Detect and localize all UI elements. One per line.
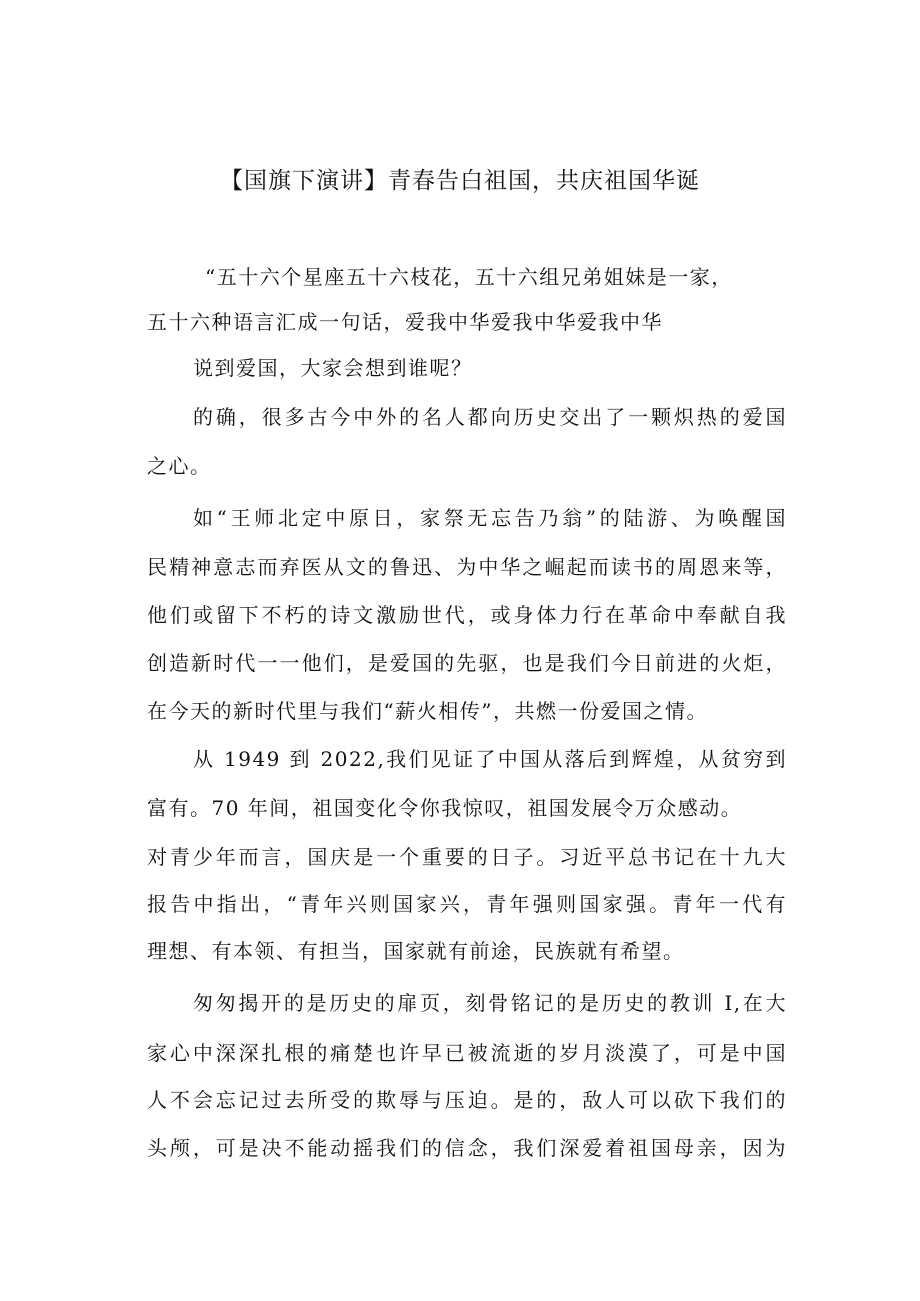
body-line: 对青少年而言，国庆是一个重要的日子。习近平总书记在十九大 [147, 845, 787, 869]
body-line: 民精神意志而弃医从文的鲁迅、为中华之崛起而读书的周恩来等， [147, 555, 787, 579]
body-line: 如“王师北定中原日，家祭无忘告乃翁”的陆游、为唤醒国 [193, 506, 787, 530]
body-line: 在今天的新时代里与我们“薪火相传”，共燃一份爱国之情。 [147, 699, 708, 723]
body-line: “五十六个星座五十六枝花，五十六组兄弟姐妹是一家， [205, 265, 733, 289]
body-line: 创造新时代一一他们，是爱国的先驱，也是我们今日前进的火炬， [147, 651, 787, 675]
body-line: 人不会忘记过去所受的欺辱与压迫。是的，敌人可以砍下我们的 [147, 1088, 787, 1112]
body-line: 他们或留下不朽的诗文激励世代，或身体力行在革命中奉献自我 [147, 603, 787, 627]
body-line: 理想、有本领、有担当，国家就有前途，民族就有希望。 [147, 939, 685, 963]
body-line: 头颅，可是决不能动摇我们的信念，我们深爱着祖国母亲，因为 [147, 1136, 787, 1160]
body-line: 之心。 [147, 454, 212, 478]
body-line: 说到爱国，大家会想到谁呢？ [193, 356, 473, 380]
body-line: 家心中深深扎根的痛楚也许早已被流逝的岁月淡漠了，可是中国 [147, 1041, 787, 1065]
body-line: 从 1949 到 2022,我们见证了中国从落后到辉煌，从贫穷到 [193, 747, 787, 771]
body-line: 匆匆揭开的是历史的扉页，刻骨铭记的是历史的教训 I,在大 [193, 991, 787, 1015]
document-title: 【国旗下演讲】青春告白祖国，共庆祖国华诞 [220, 168, 700, 194]
body-line: 富有。70 年间，祖国变化令你我惊叹，祖国发展令万众感动。 [147, 796, 743, 820]
body-line: 报告中指出，“青年兴则国家兴，青年强则国家强。青年一代有 [147, 892, 787, 916]
body-line: 的确，很多古今中外的名人都向历史交出了一颗炽热的爱国 [193, 405, 787, 429]
body-line: 五十六种语言汇成一句话，爱我中华爱我中华爱我中华 [147, 310, 663, 334]
